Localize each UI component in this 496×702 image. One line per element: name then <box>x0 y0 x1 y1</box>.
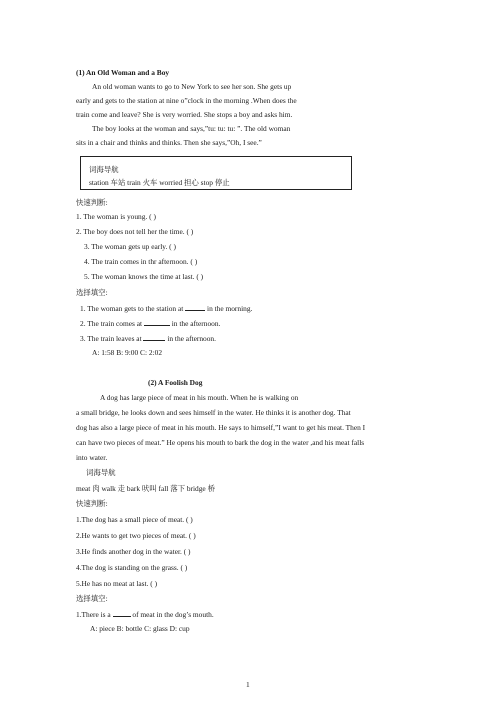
story2-line: a small bridge, he looks down and sees himself in the water. He thinks it is another dog. That <box>76 408 351 417</box>
story2-line: can have two pieces of meat.” He opens his mouth to bark the dog in the water ,and his meat falls <box>76 438 365 447</box>
story1-line: train come and leave? She is very worried. She stops a boy and asks him. <box>76 110 293 119</box>
vocab-words: station 车站 train 火车 worried 担心 stop 停止 <box>89 178 230 187</box>
tf-item: 2. The boy does not tell her the time. ( ) <box>76 227 194 236</box>
options: A: 1:58 B: 9:00 C: 2:02 <box>92 348 163 357</box>
story1-line: An old woman wants to go to New York to see her son. She gets up <box>92 82 292 91</box>
tf-item: 1.The dog has a small piece of meat. ( ) <box>76 515 193 524</box>
tf-title: 快速判断: <box>76 499 108 508</box>
fill-item: 1. The woman gets to the station at in the morning. <box>80 304 253 313</box>
vocab-box <box>80 156 352 190</box>
vocab-words: meat 肉 walk 走 bark 吠叫 fall 落下 bridge 桥 <box>76 484 215 493</box>
tf-title: 快速判断: <box>76 198 108 207</box>
fill-title: 选择填空: <box>76 594 108 603</box>
story1-title: (1) An Old Woman and a Boy <box>76 68 170 77</box>
tf-item: 5. The woman knows the time at last. ( ) <box>84 272 204 281</box>
vocab-title: 词海导航 <box>86 468 116 477</box>
story2-title: (2) A Foolish Dog <box>148 378 203 387</box>
story1-line: sits in a chair and thinks and thinks. Then she says,”Oh, I see.” <box>76 138 262 147</box>
story1-line: The boy looks at the woman and says,”tu: tu: tu: ”. The old woman <box>92 124 291 133</box>
story2-line: dog has also a large piece of meat in his mouth. He says to himself,”I want to get his meat. Then I <box>76 423 366 432</box>
tf-item: 3.He finds another dog in the water. ( ) <box>76 547 191 556</box>
story2-line: into water. <box>76 453 108 462</box>
story1-line: early and gets to the station at nine o”clock in the morning .When does the <box>76 96 297 105</box>
blank[interactable] <box>113 609 131 617</box>
fill-item: 2. The train comes at in the afternoon. <box>80 319 221 328</box>
tf-item: 3. The woman gets up early. ( ) <box>84 242 176 251</box>
tf-item: 5.He has no meat at last. ( ) <box>76 579 158 588</box>
options: A: piece B: bottle C: glass D: cup <box>90 624 190 633</box>
fill-item: 3. The train leaves at in the afternoon. <box>80 334 216 343</box>
blank[interactable] <box>144 318 170 326</box>
tf-item: 4. The train comes in thr afternoon. ( ) <box>84 257 198 266</box>
fill-title: 选择填空: <box>76 288 108 297</box>
tf-item: 4.The dog is standing on the grass. ( ) <box>76 563 188 572</box>
fill-item: 1.There is a of meat in the dog’s mouth. <box>76 610 214 619</box>
tf-item: 2.He wants to get two pieces of meat. ( ) <box>76 531 196 540</box>
blank[interactable] <box>185 303 205 311</box>
page-number: 1 <box>246 680 250 689</box>
vocab-title: 词海导航 <box>89 165 119 174</box>
blank[interactable] <box>143 333 165 341</box>
tf-item: 1. The woman is young. ( ) <box>76 212 156 221</box>
story2-line: A dog has large piece of meat in his mouth. When he is walking on <box>100 393 299 402</box>
